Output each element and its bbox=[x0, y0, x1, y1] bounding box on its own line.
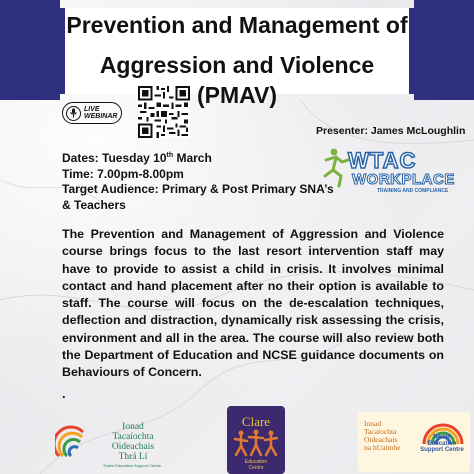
title-line-1: Prevention and Management of bbox=[66, 12, 408, 38]
clare-sub-line-2: Centre bbox=[248, 464, 264, 471]
dates-prefix: Dates: Tuesday 10 bbox=[62, 151, 167, 165]
tralee-line: Ionad bbox=[122, 422, 144, 432]
clare-education-centre-logo bbox=[227, 406, 285, 474]
tralee-subtitle: Tralee Education Support Centre bbox=[102, 463, 162, 468]
banner-side-right bbox=[414, 0, 474, 100]
navan-sub-line: Navan bbox=[432, 434, 451, 440]
wtac-workplace-text: WORKPLACE bbox=[352, 171, 455, 188]
clare-sub-line-1: Education bbox=[244, 459, 268, 465]
tralee-line: Tacaíochta bbox=[112, 432, 154, 442]
tralee-education-centre-logo bbox=[55, 420, 185, 470]
audience-line-2: & Teachers bbox=[62, 197, 126, 212]
trailing-dot: . bbox=[62, 386, 66, 401]
presenter-label: Presenter: James McLoughlin bbox=[316, 125, 466, 137]
page-title bbox=[60, 10, 414, 110]
wtac-wordmark: WTAC bbox=[348, 148, 417, 173]
badge-line-2: WEBINAR bbox=[84, 113, 118, 120]
navan-sub-line: Education bbox=[427, 440, 457, 447]
course-description: The Prevention and Management of Aggression and Violence course brings focus to the last resort intervention staff may have to provide to assist a child in crisis. It involves minimal contact and hand placement after no their option is available to staff. The course will focus on the de-escalation techniques, deflection and distraction, dynamically risk assessing the crisis, environment and all in the area. The course will also review both the Department of Education and NCSE guidance documents on Behaviours of Concern. bbox=[62, 227, 444, 380]
wtac-workplace-logo bbox=[322, 146, 468, 196]
navan-irish-text bbox=[364, 420, 420, 452]
time-line: Time: 7.00pm-8.00pm bbox=[62, 166, 184, 181]
microphone-icon bbox=[66, 106, 81, 121]
tralee-line: Thrá Lí bbox=[118, 452, 148, 462]
title-line-2: Aggression and Violence (PMAV) bbox=[99, 52, 375, 108]
tralee-text bbox=[83, 422, 183, 462]
badge-line-1: LIVE bbox=[84, 106, 100, 113]
navan-education-centre-logo bbox=[358, 412, 470, 472]
clare-name: Clare bbox=[241, 414, 271, 429]
dates-suffix: March bbox=[173, 151, 212, 165]
webinar-label bbox=[84, 106, 117, 120]
clare-subtitle bbox=[227, 460, 285, 471]
banner-side-left bbox=[0, 0, 60, 100]
wtac-tagline-text: TRAINING AND COMPLIANCE bbox=[377, 188, 449, 194]
audience-line-1: Target Audience: Primary & Post Primary SNA’s bbox=[62, 182, 334, 196]
navan-sub-line: Support Centre bbox=[420, 447, 464, 453]
navan-english-text bbox=[420, 434, 464, 454]
people-figures-icon bbox=[227, 428, 285, 458]
navan-line: na hUaimhe bbox=[364, 443, 401, 452]
qr-code[interactable] bbox=[138, 86, 190, 138]
dates-superscript: th bbox=[166, 152, 174, 159]
navan-line: Oideachais bbox=[364, 435, 398, 444]
runner-icon bbox=[325, 149, 348, 186]
tralee-line: Oideachais bbox=[111, 442, 155, 452]
navan-line: Ionad bbox=[364, 419, 382, 428]
live-webinar-badge bbox=[62, 102, 122, 124]
navan-line: Tacaíochta bbox=[364, 427, 397, 436]
